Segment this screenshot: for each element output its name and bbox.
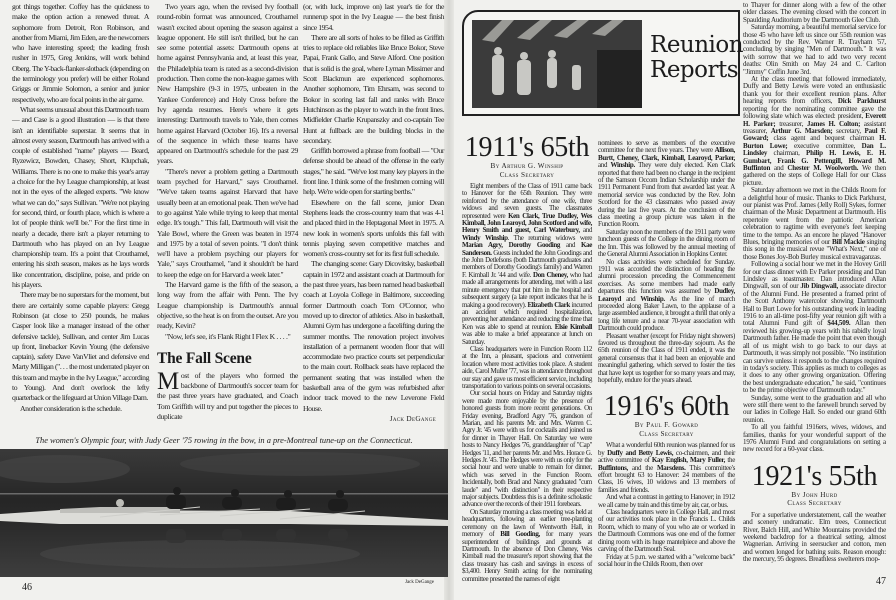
rowing-photo [0,449,448,577]
bold-name-run: Marsdens. [656,463,686,472]
section-heading-fall-scene: The Fall Scene [157,349,252,367]
text-run: "There's never a problem getting a Dartmouth team psyched for Harvard," says Crouthamel. "We've taken teams against Harvard that have usually been at an emotional peak. Then we've had to go against Yale while trying to keep that mental edge. It's tough." This fall, Dartmouth will visit the Yale Bowl, where the Green was beaten in 1974 and 1975 by a total of seven points. "I don't think we'll have a problem psyching our players for Yale," says Crouthamel, "and it shouldn't be hard to keep the edge on for Harvard a week later." [157,166,298,279]
reunion-heading-1916 [598,392,735,438]
paragraph [743,261,886,394]
bold-name-run: Kay English, Mary Fuller, [651,456,726,465]
text-run: Class headquarters were in Function Room 112 at the Inn, a pleasant, spacious and convenient location where most activities took place. A student aide, Carol Muller '77, was in attendance throughout our stay and gave us most efficient service, including transportation to various points on several occasions. [462,344,592,390]
paragraph [462,390,592,509]
paragraph [462,183,592,346]
title-line-1: Reunion [650,32,744,58]
text-run: and [579,226,592,235]
text-run: Saturday afternoon we met in the Childs Room for a delightful hour of music. Thanks to Dick Parkhurst, our pianist was Prof. James (Jelly Roll) Sykes, former chairman of the Music Department at Dartmouth. His repertoire went from the patriotic American celebration to ragtime with everyone's feet keeping time to the tempo. As an encore he played "Hanover Blues, bringing memories of our [743,186,886,246]
text-run: for many years superintendent of buildings and grounds at Dartmouth. In the absence of Don Cheney, Wes Kimball read the treasurer's report showing that the class treasury has cash and savings in excess of $3,400. Henry Smith acting for the nominating committee presented the names of eight [462,530,593,583]
text-run: singing this song in the musical revue "What's Next," one of those Bones Joy-Bob Burley musical extravaganzas. [743,238,887,261]
reunion-tent-photo [472,20,642,108]
paragraph [157,2,298,167]
photo-caption: The women's Olympic four, with Judy Geer '75 rowing in the bow, in a pre-Montreal tune-up on the Connecticut. [35,436,413,445]
paragraph [598,333,735,385]
text-run: The Harvard game is the fifth of the season, a long way from the affair with Penn. The Ivy League championship is Dartmouth's annual objective, so the heat is on from the outset. Are you ready, Kevin? [157,280,298,331]
bold-name-run: Philip H. Lewis, E. H. Gumbart, Frank G. Pettengill, Howard M. Buffinton [743,149,887,172]
paragraph [743,76,886,187]
byline-role: Class Secretary [639,429,694,438]
paragraph [598,229,735,259]
text-run: who had made all arrangements for attending, met with a last minute emergency that put him in the hospital and subsequent surgery (a late report indicates that he is making a good recovery). [462,270,592,309]
reunion-1916-text-cont [743,2,886,454]
reunion-heading-1911 [462,133,592,179]
text-run: incurred an accident which required hospitalization, preventing her attendance and reducing the time that Ken was able to spend at reunion. [462,300,592,331]
text-run: executive committee, [787,141,862,150]
bold-name-run: Dan L. Lindsley [743,141,886,158]
paragraph [743,395,886,425]
text-run: Sunday, some went to the graduation and all who were still there went to the farewell brunch served by our ladies in College Hall. So ended our grand 60th reunion. [743,393,886,424]
paragraph [462,509,592,583]
text-run: There may be no superstars for the moment, but there are certainly some capable players: Gregg Robinson (at close to 250 pounds, he makes Casper look like a manager instead of the other defensive tackle), Sullivan, and center Jim Lucas up front, linebacker Kevin Young (the defensive captain), safety Dave VanVliet and defensive end Marty Milligan (". . . the most underrated player on this team and maybe in the Ivy League," according to Young). And don't overlook the lefty quarterback or the lifeguard at Union Village Dam. [12,290,149,403]
reunion-column-1 [462,133,592,583]
column-1-text [12,2,149,414]
byline-role: Class Secretary [787,499,842,508]
text-run: Pleasant weather (except for Friday night showers) favored us throughout the three-day sojourn. As the 65th reunion of the Class of 1911 ended, it was the general consensus that it had been an enjoyable and meaningful gathering, which served to foster the ties that have kept us together for so many years and may, hopefully, endure for the years ahead. [598,331,735,384]
paragraph [303,259,444,413]
bold-name-run: Windy Winship [462,233,508,242]
text-run: to Thayer for dinner along with a few of the other older classes. The evening closed with the concert in Spaulding Auditorium by the Dartmouth Glee Club. [743,1,886,24]
bold-name-run: Everett H. Parker; [743,112,886,128]
text-run: class agent and bequest chairman [768,134,880,143]
text-run: Our social hours on Friday and Saturday nights were made more enjoyable by the presence of honored guests from more recent generations. On Friday evening, Bradford Agry '76, grandson of Marian, and his parents Mr. and Mrs. Warren C. Agry Jr. '45 were with us for cocktails and joined us for dinner in Thayer Hall. On Saturday we were hosts to Nancy Hedges '76, granddaughter of "Cap" Hedges '11, and her parents Mr. and Mrs. Horace G. Hedges Jr. '45. The Hedges were with us only for the social hour and were unable to remain for dinner, which was served in the Function Room. Incidentally, both Brad and Nancy graduated "cum laude" and "with distinction" in their respective major subjects. Doubtless this is a definite scholastic advance over the records of their 1911 forebears. [462,389,592,509]
text-run: Guests included the John Goodings and the John Detlefsons (both Dartmouth graduates and members of Dorothy Gooding's family) and Warren F. Kimball Jr. '44 and wife. [462,248,592,279]
section-title: 1911's 65th [464,132,590,163]
text-run: and [621,294,641,303]
paragraph [743,2,886,24]
paragraph [12,105,149,290]
bold-name-run: $44,509. [827,319,851,328]
reunion-1916-text [598,442,735,568]
text-run: Eight members of the Class of 1911 came back to Hanover for the 65th Reunion. They were reinforced by the attendance of one wife, three widows and seven guests. The classmates represented were [462,182,592,220]
photo-credit: Jack DeGange [405,580,435,585]
bold-name-run: Bill Mackie [831,238,865,246]
paragraph [743,512,886,564]
paragraph [303,2,444,33]
reunion-heading-1921 [743,462,886,508]
text-run: . The returning widows were [507,233,592,242]
bold-name-run: Allison, Burtt, Cheney, Clark, Kimball, Learoyd, Parker, [598,146,735,162]
reunion-column-3 [743,2,886,564]
text-run: "Now, let's see, it's Flank Right I Flex K . . . ." [165,331,291,341]
text-run: reporting for the nominating committee gave the following slate which was elected: president, [743,104,886,121]
paragraph [598,140,735,229]
bold-name-run: Ken Clark, True Dudley, Wes Kimball, John Learoyd, John Scotford and wife, Henry Smith and guest, Carl Waterbury, [462,211,592,235]
paragraph [743,187,886,261]
page-number-left: 46 [22,582,32,593]
bold-name-run: Duffy and Betty Lewis, [607,448,674,457]
bold-name-run: Elsie Kimball [554,322,592,331]
text-run: secretary, [832,126,865,135]
bold-name-run: Bill Gooding, [500,530,540,539]
column-2-text [157,2,298,342]
text-run: and [598,161,611,170]
text-run: On Saturday morning a class meeting was held at headquarters, following an earlier tree-planting ceremony on the lawn of Wentworth Hall, in memory of [462,507,592,539]
text-run: Saturday noon the members of the 1911 party were luncheon guests of the College in the dining room of the Inn. This was followed by the annual meeting of the General Alumni Association in Hopkins Center. [598,227,735,259]
paragraph [12,2,149,105]
article-column-1 [12,2,149,414]
text-run: No class activities were scheduled for Sunday. 1911 was accorded the distinction of heading the alumni procession preceding the Commencement exercises. As some members had made early departures this function was assumed by [598,257,735,296]
drop-cap: M [157,367,179,395]
text-run: chairman, [767,149,807,158]
text-run: This committee's effort brought 63 to Hanover: 24 members of the Class, 16 wives, 10 widows and 13 members of families and friends. [598,463,735,494]
paragraph [303,198,444,260]
reunion-column-2 [598,140,735,568]
text-run: For a superlative understatement, call the weather and scenery undramatic. Elm trees, Connecticut River, Balch Hill, and White Mountains provided the weekend backdrop for a theatrical setting, almost Wagnerian. Arriving in seersucker and cotton, men and women longed for bathing suits. Reason enough: the mercury, 95 degrees. Breathless swelterers mop- [743,510,886,564]
text-run: associate director of the Alumni Fund. He presented a framed print of the Scott Anthony watercolor showing Dartmouth Hall to Burt Lowe for his outstanding work in leading 1916 to an all-time post-fifty year reunion gift with a total Alumni Fund gift of [743,282,886,328]
bold-name-run: Don Cheney, [533,270,568,279]
section-title: 1916's 60th [603,391,730,423]
text-run: Class headquarters were in College Hall, and most of our activities took place in the Francis L. Childs Room, which to many of you who ate or worked in the Dartmouth Commons was one end of the former dining room with its huge mantelpiece and above the carving of the Dartmouth Seal. [598,508,735,554]
text-run: Saturday morning, a beautiful memorial service for those 45 who have left us since our 55th reunion was conducted by the Rev. Warner R. Trayham '57, concluding by singing "Men of Dartmouth." It was with sorrow that we had to add two very recent deaths: Olin Smith on May 24 and C. Carlton "Jimmy" Coffin June 3rd. [743,23,886,76]
reunion-1911-text [462,183,592,583]
bold-name-run: Elizabeth Clark [527,300,570,309]
text-run: and the [627,463,657,472]
bold-name-run: Marian Agry, Dorothy Gooding [462,241,561,250]
bold-name-run: H. Burton Lowe; [743,134,886,150]
text-run: Two years ago, when the revised Ivy football round-robin format was announced, Crouthamel wasn't excited about opening the season against a league opponent. He still isn't thrilled, but he can see some potential assets: Dartmouth opens at home against Pennsylvania and, at least this year, the Philadelphia team is rated as a second-division production. Then come the non-league games with New Hampshire (9-3 in 1975, unbeaten in the Yankee Conference) and Holy Cross before the Ivy agenda resumes. Here's where it gets interesting: Dartmouth travels to Yale, then comes home against Harvard (October 16). It's a reversal of the sequence in which these teams have appeared on Dartmouth's schedule for the past 29 years. [157,2,298,166]
text-run: What seems unusual about this Dartmouth team — and Case is a good illustration — is that there isn't an identifiable superstar. It seems that in almost every season, Dartmouth has arrived with a couple of established "name" players — Beard, Ryzewicz, Bowden, Chasey, Short, Klupchak, Williams. There is no one to make this year's array a choice for the Ivy League championship, at least not in the eyes of the alleged experts. "We know what we can do," says Sullivan. "We're not playing for second, third, or fourth place, which is where a lot of people think we'll be." For the first time in nearly a decade, there isn't a player returning to Dartmouth who has played on an Ivy League championship team. It's a point that Crouthamel, entering his sixth season, makes as he lays words like concentration, discipline, poise, and pride on his players. [12,104,149,290]
text-run: nominees to serve as members of the executive committee for the next five years. They were [598,139,735,155]
text-run: the [725,456,735,465]
text-run: treasurer, [775,119,808,128]
text-run: Allan then reviewed his growing-up years with his rabidly loyal Dartmouth father. He made the point that even though all of us might wish to go back to our days at Dartmouth, it was simply not possible. "No institution can survive unless it responds to the changes required in today's society. This applies as much to colleges as it does to any other growing organization. Offering the best undergraduate education," he said, "continues to be the prime objective of Dartmouth today." [743,319,886,395]
title-line-2: Reports [650,57,739,83]
paragraph [303,33,444,146]
bold-name-run: Kae Sanderson. [462,241,592,257]
paragraph [462,346,592,390]
article-column-2 [157,2,298,422]
byline: By John Hurd [791,490,838,499]
reunion-1921-text [743,512,886,564]
paragraph [743,424,886,454]
text-run: To all you faithful 1916ers, wives, widows, and families, thanks for your wonderful support of the 1976 Alumni Fund and congratulations on setting a new record for a 60-year class. [743,423,886,454]
paragraph [12,404,149,414]
text-run: (or, with luck, improve on) last year's tie for the runnerup spot in the Ivy League — the best finish since 1954. [303,2,444,32]
column-3-text [303,2,444,414]
text-run: co-chairmen, and their active committee of [598,448,735,465]
bold-name-run: Winship. [640,294,665,303]
text-run: And what a contrast in getting to Hanover; in 1912 we all came by train and this time by air, car, or bus. [598,493,735,509]
text-run: Elsewhere on the fall scene, junior Dean Stephens leads the cross-country team that was 4-1 and placed third in the Heptagonal Meet in 1975. A new look in women's sports unfolds this fall with tennis playing seven competitive matches and women's cross-country set for its first full schedule. [303,197,444,259]
author-signature: Jack DeGange [389,413,436,423]
bold-name-run: Buffintons, [598,463,628,472]
text-run: Following a social hour we met in the Hovey Grill for our class dinner with Ev Parker presiding and Dan Lindsley as toastmaster. Dan introduced Allan Dingwall, son of our [743,260,886,291]
paragraph [157,332,298,342]
text-run: Another consideration is the schedule. [20,403,122,413]
page-number-right: 47 [876,576,886,587]
text-run: and [560,241,582,250]
byline: By Arthur G. Winship [490,162,564,170]
paragraph [598,554,735,569]
text-run: The changing scene: Gary Dicovitsky, basketball captain in 1972 and assistant coach at Dartmouth for the past three years, has been named head basketball coach at Loyola College in Baltimore, succeeding former Dartmouth coach Tom O'Connor, who moved up to director of athletics. Also in basketball, Alumni Gym has undergone a facelifting during the summer months. The renovation project involves installation of a permanent wooden floor that will accommodate two practice courts set perpendicular to the main court. Rollback seats have replaced the permanent seating that was installed when the basketball area of the gym was refurbished after indoor track moved to the new Leverone Field House. [303,259,444,413]
bold-name-run: James H. Colton; [807,119,861,128]
bold-name-run: Dudley, Learoyd [598,287,735,303]
text-run: was able to make a brief appearance at lunch on Saturday. [462,330,592,346]
bold-name-run: Paul F. Goward; [743,126,886,143]
section-title: 1921's 55th [751,460,878,492]
paragraph [743,24,886,76]
paragraph [598,259,735,333]
text-run: We then gathered on the steps of College Hall for our Class picture. [743,163,886,187]
reunion-reports-title [650,33,743,83]
paragraph [157,280,298,331]
paragraph [598,509,735,553]
text-run: and [770,163,788,172]
fall-scene-column [157,367,298,422]
paragraph [12,290,149,403]
text-run: What a wonderful 60th reunion was planned for us by [598,441,735,457]
text-run: There are all sorts of holes to be filled as Griffith tries to replace old reliables like Bruce Bokor, Steve Papai, Frank Gallo, and Steve Alford. One position that is solid is the goal, where Lyman Missimer and Scott Blackmun are experienced sophomores. Another sophomore, Tim Ehrsam, was second to Bokor in scoring last fall and ranks with Bruce Hutchinson as the player to watch in the front lines. Midfielder Charlie Krupanszky and co-captain Tee Hunt at fullback are the building blocks in the secondary. [303,32,444,145]
paragraph [598,442,735,494]
text-run: got things together. Coffey has the quickness to make the option action a renewed threat. A sophomore from Detroit, Ron Robinson, and another from Miami, Jim Eden, are the newcomers who have interesting speed; the leading frosh rusher in 1975, Greg Jenkins, will work behind Oberg. The Y-back-flanker-slotback (depending on the terminology you prefer) will be either Roland Griggs or Jimmie Solomon, a senior and junior respectively, who are focal points in the air game. [12,2,149,104]
byline: By Paul F. Goward [634,421,699,430]
paragraph [157,167,298,280]
text-run: ost of the players who formed the backbone of Dartmouth's soccer team for the past three years have graduated, and Coach Tom Griffith will try and put together the pieces to duplicate [157,370,298,421]
text-run: assistant treasurer, [743,119,887,135]
article-column-3 [303,2,444,424]
bold-name-run: Dick Parkhurst [837,97,886,106]
bold-name-run: Arthur G. Marsden; [770,126,833,135]
paragraph [303,146,444,197]
reunion-1911-text-cont [598,140,735,384]
bold-name-run: Jib Dingwall, [800,282,839,291]
text-run: As the line of march proceeded along Baker Lawn, to the applause of a large assembled audience, it brought a thrill that only a long life tenure and a near 70-year association with Dartmouth could produce. [598,294,736,333]
text-run: At the class meeting that followed immediately, Duffy and Betty Lewis were voted an enthusiastic thank you for their excellent reunion plans. After hearing reports from officers, [743,75,886,106]
bold-name-run: Winship. [610,161,635,170]
bold-name-run: Chester M. Woolworth. [787,163,859,172]
text-run: Griffith borrowed a phrase from football — "Our defense should be ahead of the offense in the early stages," he said. "We've lost many key players in the front line. I think some of the freshmen coming will help. We're wide open for starting berths." [303,146,444,197]
byline-role: Class Secretary [499,170,555,179]
text-run: They were duly elected. Ken Clark reported that there had been no change in the recipient of the Samson Occom Indian Scholarship under the 1911 Permanent Fund from that awarded last year. A memorial service was conducted by the Rev. John Scotford for the 43 classmates who passed away during the last five years. At the conclusion of the class meeting a group picture was taken in the Function Room. [598,161,735,229]
text-run: Friday at 5 p.m. we started with a "welcome back" social hour in the Childs Room, then over [598,552,735,568]
paragraph [598,494,735,509]
